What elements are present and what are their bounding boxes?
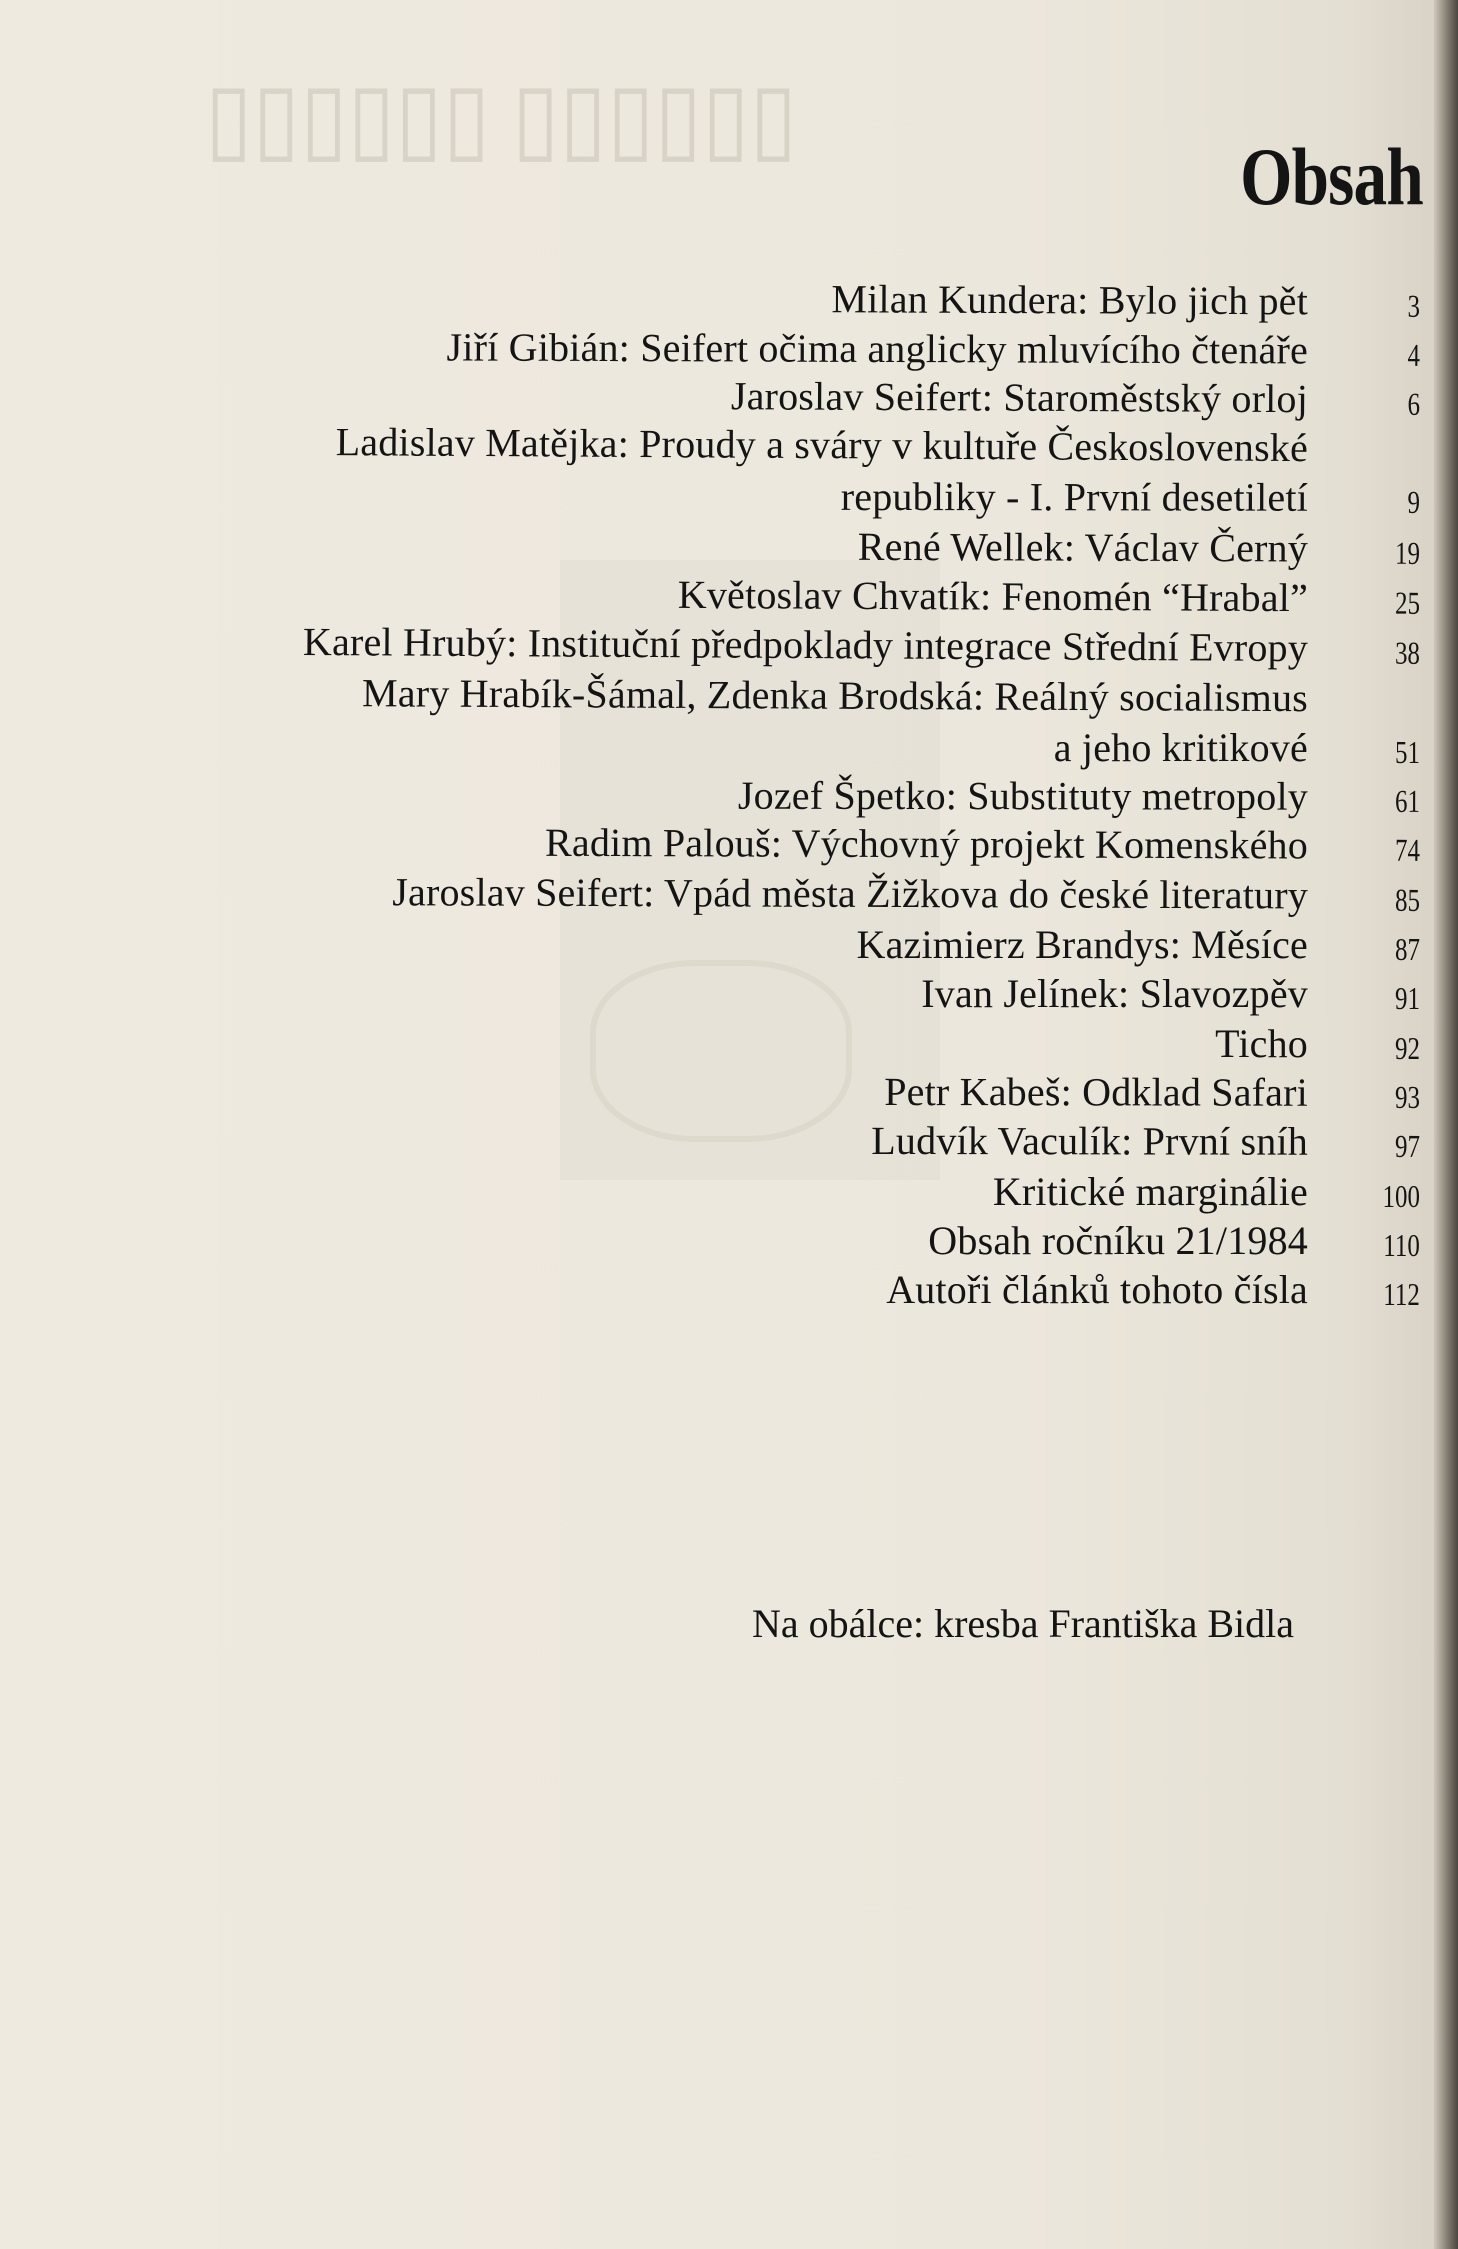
toc-entry-page-number: 74 xyxy=(1394,831,1421,868)
toc-entry xyxy=(0,616,1458,673)
toc-entry-page-number: 3 xyxy=(1407,287,1421,324)
bleed-through-heading: ▯▯▯▯▯▯ ▯▯▯▯▯▯ xyxy=(205,64,798,171)
toc-entry-title: Radim Palouš: Výchovný projekt Komenského xyxy=(544,819,1309,868)
toc-entry xyxy=(0,1020,1458,1068)
toc-entry xyxy=(0,567,1458,623)
toc-entry-page-number: 91 xyxy=(1395,980,1420,1016)
toc-entry-page-number: 51 xyxy=(1395,734,1420,770)
toc-entry-title: a jeho kritikové xyxy=(1053,725,1308,770)
toc-entry-title: Ticho xyxy=(1215,1021,1308,1066)
toc-entry-title: Ivan Jelínek: Slavozpěv xyxy=(921,971,1308,1016)
toc-entry-title: Jozef Špetko: Substituty metropoly xyxy=(737,772,1309,819)
toc-entry xyxy=(0,1066,1458,1117)
toc-entry-page-number: 25 xyxy=(1394,584,1421,621)
toc-entry-title: Kazimierz Brandys: Měsíce xyxy=(856,922,1308,967)
toc-entry-page-number: 97 xyxy=(1395,1127,1421,1164)
toc-entry-page-number: 92 xyxy=(1395,1030,1420,1066)
toc-entry-page-number: 6 xyxy=(1407,385,1421,422)
toc-entry xyxy=(0,867,1458,920)
toc-entry-title: Mary Hrabík-Šámal, Zdenka Brodská: Reálný socialismus xyxy=(361,670,1309,721)
toc-entry-page-number: 9 xyxy=(1407,483,1421,520)
toc-entry xyxy=(0,970,1458,1018)
toc-entry-title: Obsah ročníku 21/1984 xyxy=(928,1218,1308,1263)
toc-entry-title: Karel Hrubý: Instituční předpoklady integrace Střední Evropy xyxy=(302,618,1309,671)
toc-entry-page-number: 87 xyxy=(1395,931,1420,967)
toc-entry-page-number: 4 xyxy=(1407,336,1421,373)
toc-entry xyxy=(0,921,1458,969)
toc-entry-page-number: 38 xyxy=(1394,634,1421,671)
toc-entry xyxy=(0,272,1458,326)
toc-entry xyxy=(0,471,1458,522)
toc-entry-page-number: 112 xyxy=(1383,1276,1420,1312)
toc-entry-title: Petr Kabeš: Odklad Safari xyxy=(884,1068,1309,1115)
page-title: Obsah xyxy=(1240,131,1423,222)
toc-entry xyxy=(0,724,1458,772)
toc-entry xyxy=(0,1266,1458,1314)
toc-entry xyxy=(0,1217,1458,1265)
toc-entry-title: Květoslav Chvatík: Fenomén “Hrabal” xyxy=(677,571,1309,621)
toc-entry xyxy=(0,770,1458,821)
toc-entry xyxy=(0,817,1458,870)
toc-entry xyxy=(0,368,1458,424)
toc-entry-title: Kritické marginálie xyxy=(992,1169,1308,1214)
toc-entry xyxy=(0,1168,1458,1216)
toc-entry-page-number: 93 xyxy=(1395,1078,1421,1115)
toc-entry-page-number: 100 xyxy=(1382,1178,1420,1214)
toc-entry xyxy=(0,520,1458,573)
toc-entry-title: republiky - I. První desetiletí xyxy=(840,473,1309,520)
toc-entry-title: Autoři článků tohoto čísla xyxy=(886,1267,1308,1312)
toc-entry xyxy=(0,322,1458,375)
toc-entry-title: Ladislav Matějka: Proudy a sváry v kultuře Československé xyxy=(335,419,1309,471)
toc-entry-title: Jaroslav Seifert: Vpád města Žižkova do české literatury xyxy=(392,869,1309,918)
toc-entry-page-number: 85 xyxy=(1394,881,1421,918)
toc-entry xyxy=(0,667,1458,723)
toc-entry-title: Ludvík Vaculík: První sníh xyxy=(871,1117,1309,1164)
toc-entry-title: René Wellek: Václav Černý xyxy=(857,523,1309,571)
toc-entry xyxy=(0,1115,1458,1166)
toc-entry-title: Milan Kundera: Bylo jich pět xyxy=(831,276,1309,324)
toc-entry-page-number: 110 xyxy=(1383,1227,1420,1263)
toc-entry xyxy=(0,416,1458,473)
toc-entry-title: Jaroslav Seifert: Staroměstský orloj xyxy=(730,373,1309,422)
cover-note: Na obálce: kresba Františka Bidla xyxy=(751,1601,1294,1646)
toc-entry-page-number: 19 xyxy=(1394,534,1421,571)
toc-entry-page-number: 61 xyxy=(1395,782,1421,819)
toc-entry-title: Jiří Gibián: Seifert očima anglicky mluvícího čtenáře xyxy=(446,324,1309,373)
